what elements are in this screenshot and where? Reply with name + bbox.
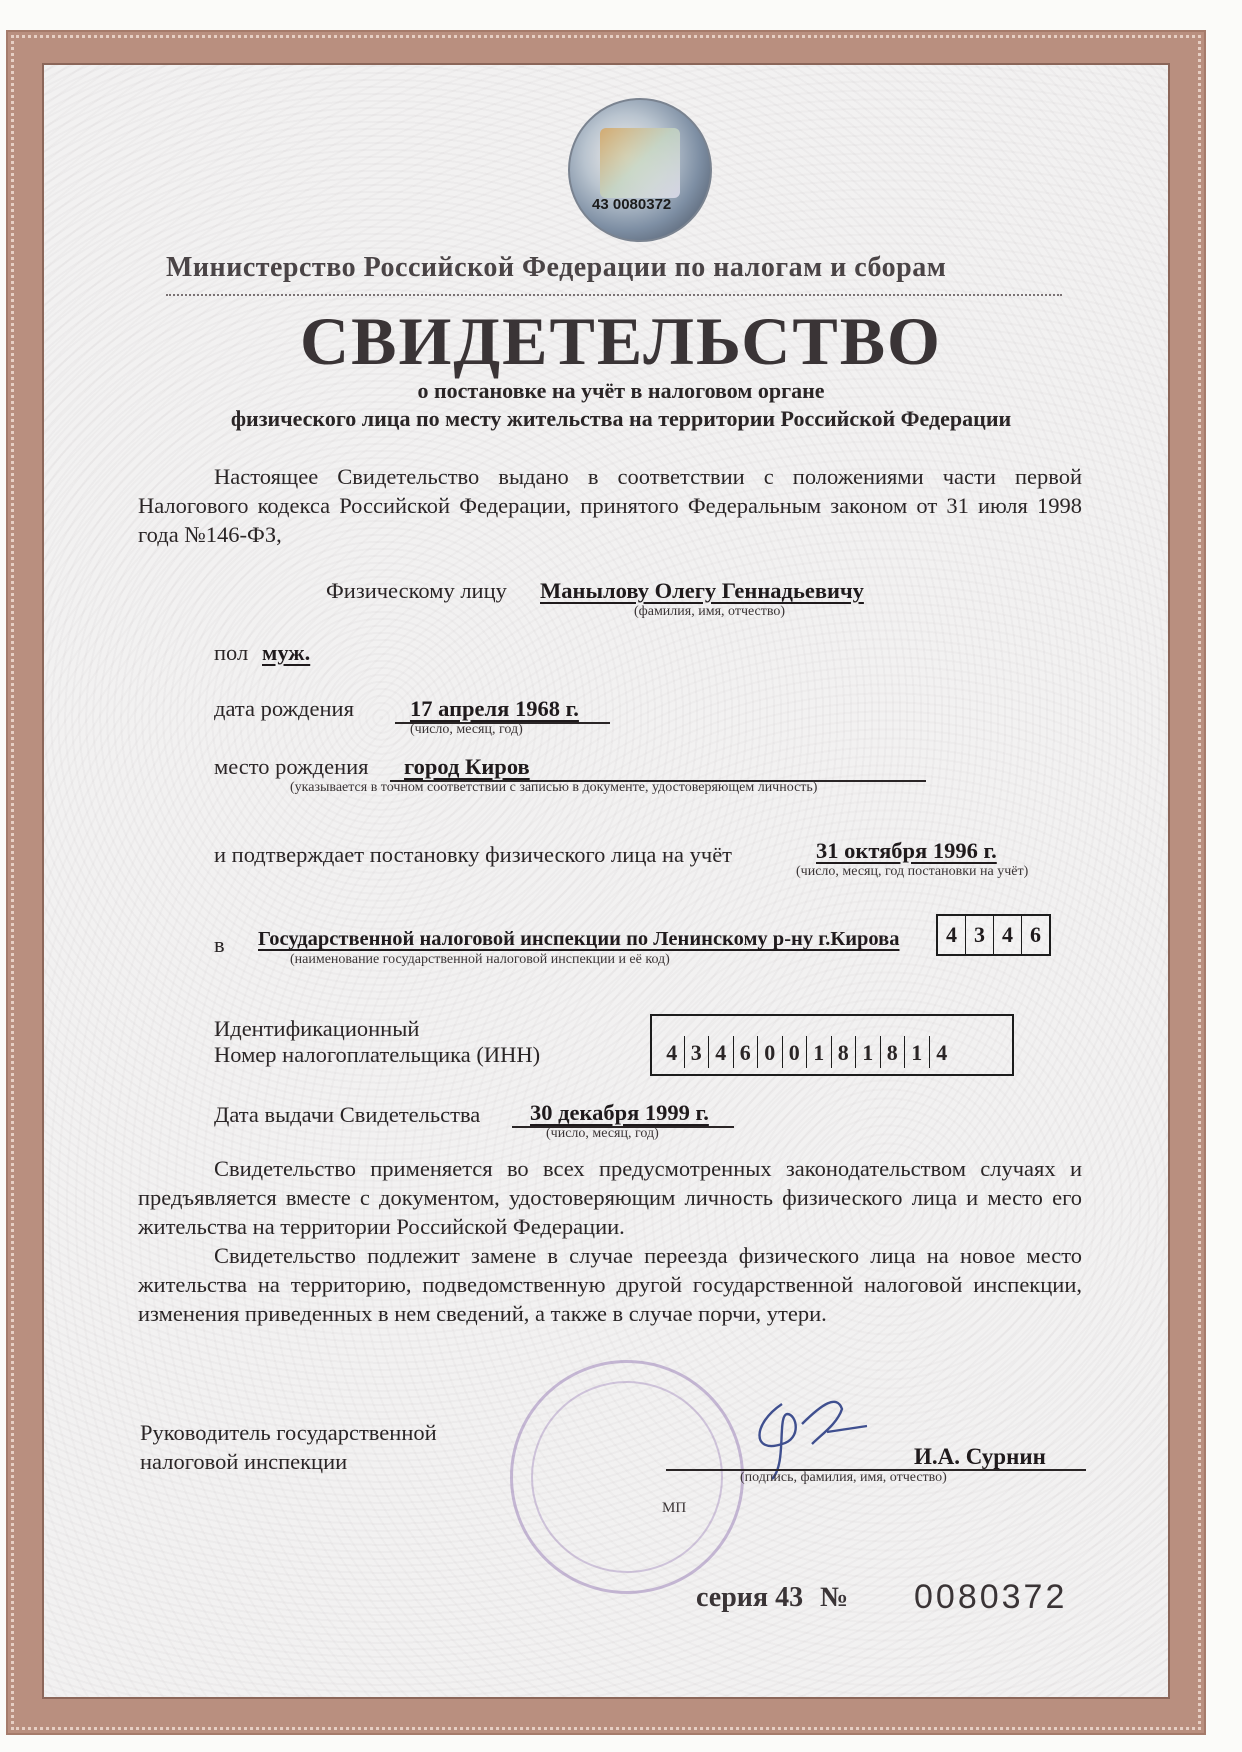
usage-paragraph: Свидетельство применяется во всех предусмотренных законодательством случаях и предъявляется вместе с документом, удостоверяющим личность физического лица и место его жительства на территории Российской Федерации. — [138, 1156, 1082, 1239]
inspection-code-cells — [936, 914, 1051, 956]
signer-hint: (подпись, фамилия, имя, отчество) — [740, 1470, 947, 1485]
ministry-heading: Министерство Российской Федерации по налогам и сборам — [166, 252, 947, 283]
inspection-hint: (наименование государственной налоговой инспекции и её код) — [290, 952, 670, 967]
sex-label: пол — [214, 640, 249, 665]
signer-name: И.А. Сурнин — [914, 1444, 1046, 1469]
birth-place-label: место рождения — [214, 754, 369, 779]
hologram-seal — [568, 98, 712, 242]
inn-digit: 1 — [807, 1036, 832, 1068]
series-label — [696, 1582, 803, 1614]
document-subtitle-line2: физического лица по месту жительства на территории Российской Федерации — [230, 406, 1012, 431]
registration-date-value: 31 октября 1996 г. — [816, 838, 997, 863]
inn-digit: 8 — [832, 1036, 857, 1068]
document-title: СВИДЕТЕЛЬСТВО — [300, 303, 942, 379]
series-word: серия — [696, 1582, 769, 1613]
inn-digit-cells — [660, 1036, 954, 1068]
inn-digit: 1 — [856, 1036, 881, 1068]
issue-date-hint: (число, месяц, год) — [546, 1126, 659, 1141]
birth-place-value: город Киров — [404, 754, 530, 779]
inn-label-line2: Номер налогоплательщика (ИНН) — [214, 1042, 541, 1067]
inspection-code-digit: 6 — [1030, 922, 1041, 947]
inn-digit: 0 — [783, 1036, 808, 1068]
signer-role-line2: налоговой инспекции — [140, 1449, 348, 1474]
birth-place-hint: (указывается в точном соответствии с записью в документе, удостоверяющем личность) — [290, 780, 818, 795]
document-subtitle-line1: о постановке на учёт в налоговом органе — [417, 378, 825, 403]
inn-digit: 6 — [734, 1036, 759, 1068]
person-name-value: Манылову Олегу Геннадьевичу — [540, 578, 864, 603]
inn-digit: 3 — [685, 1036, 710, 1068]
series-number: 0080372 — [914, 1578, 1068, 1616]
inn-digit: 4 — [936, 1040, 948, 1065]
person-hint: (фамилия, имя, отчество) — [634, 604, 786, 619]
birth-date-label: дата рождения — [214, 696, 354, 721]
series-value: 43 — [775, 1582, 804, 1613]
inn-label-line1: Идентификационный — [214, 1016, 420, 1041]
hologram-number: 43 0080372 — [592, 196, 672, 213]
inspection-code-digit: 4 — [994, 916, 1022, 954]
sex-value: муж. — [262, 640, 311, 665]
registration-hint: (число, месяц, год постановки на учёт) — [796, 864, 1029, 879]
heading-divider — [166, 294, 1062, 296]
person-label: Физическому лицу — [326, 578, 507, 603]
registration-label: и подтверждает постановку физического лица на учёт — [214, 842, 733, 867]
issue-date-value: 30 декабря 1999 г. — [530, 1100, 709, 1125]
inspection-code-digit: 3 — [966, 916, 994, 954]
issue-date-label: Дата выдачи Свидетельства — [214, 1102, 481, 1127]
inn-digit: 1 — [905, 1036, 930, 1068]
inspection-name-value: Государственной налоговой инспекции по Ленинскому р-ну г.Кирова — [258, 928, 900, 950]
inn-digit: 0 — [758, 1036, 783, 1068]
intro-paragraph: Настоящее Свидетельство выдано в соответствии с положениями части первой Налогового кодекса Российской Федерации, принятого Федеральным законом от 31 июля 1998 года №146-ФЗ, — [138, 464, 1082, 547]
signer-role-line1: Руководитель государственной — [140, 1420, 437, 1445]
mp-label: МП — [662, 1500, 687, 1516]
inspection-code-digit: 4 — [938, 916, 966, 954]
inn-digit: 4 — [709, 1036, 734, 1068]
birth-date-hint: (число, месяц, год) — [410, 722, 523, 737]
birth-date-value: 17 апреля 1968 г. — [410, 696, 579, 721]
inn-digit: 8 — [881, 1036, 906, 1068]
inn-digit: 4 — [660, 1036, 685, 1068]
number-sign: № — [820, 1582, 849, 1613]
official-stamp — [510, 1360, 744, 1594]
replacement-paragraph: Свидетельство подлежит замене в случае переезда физического лица на новое место жительства на территорию, подведомственную другой государственной налоговой инспекции, изменения приведенных в нем сведений, а также в случае порчи, утери. — [138, 1243, 1082, 1326]
inspection-prefix: в — [214, 932, 225, 957]
